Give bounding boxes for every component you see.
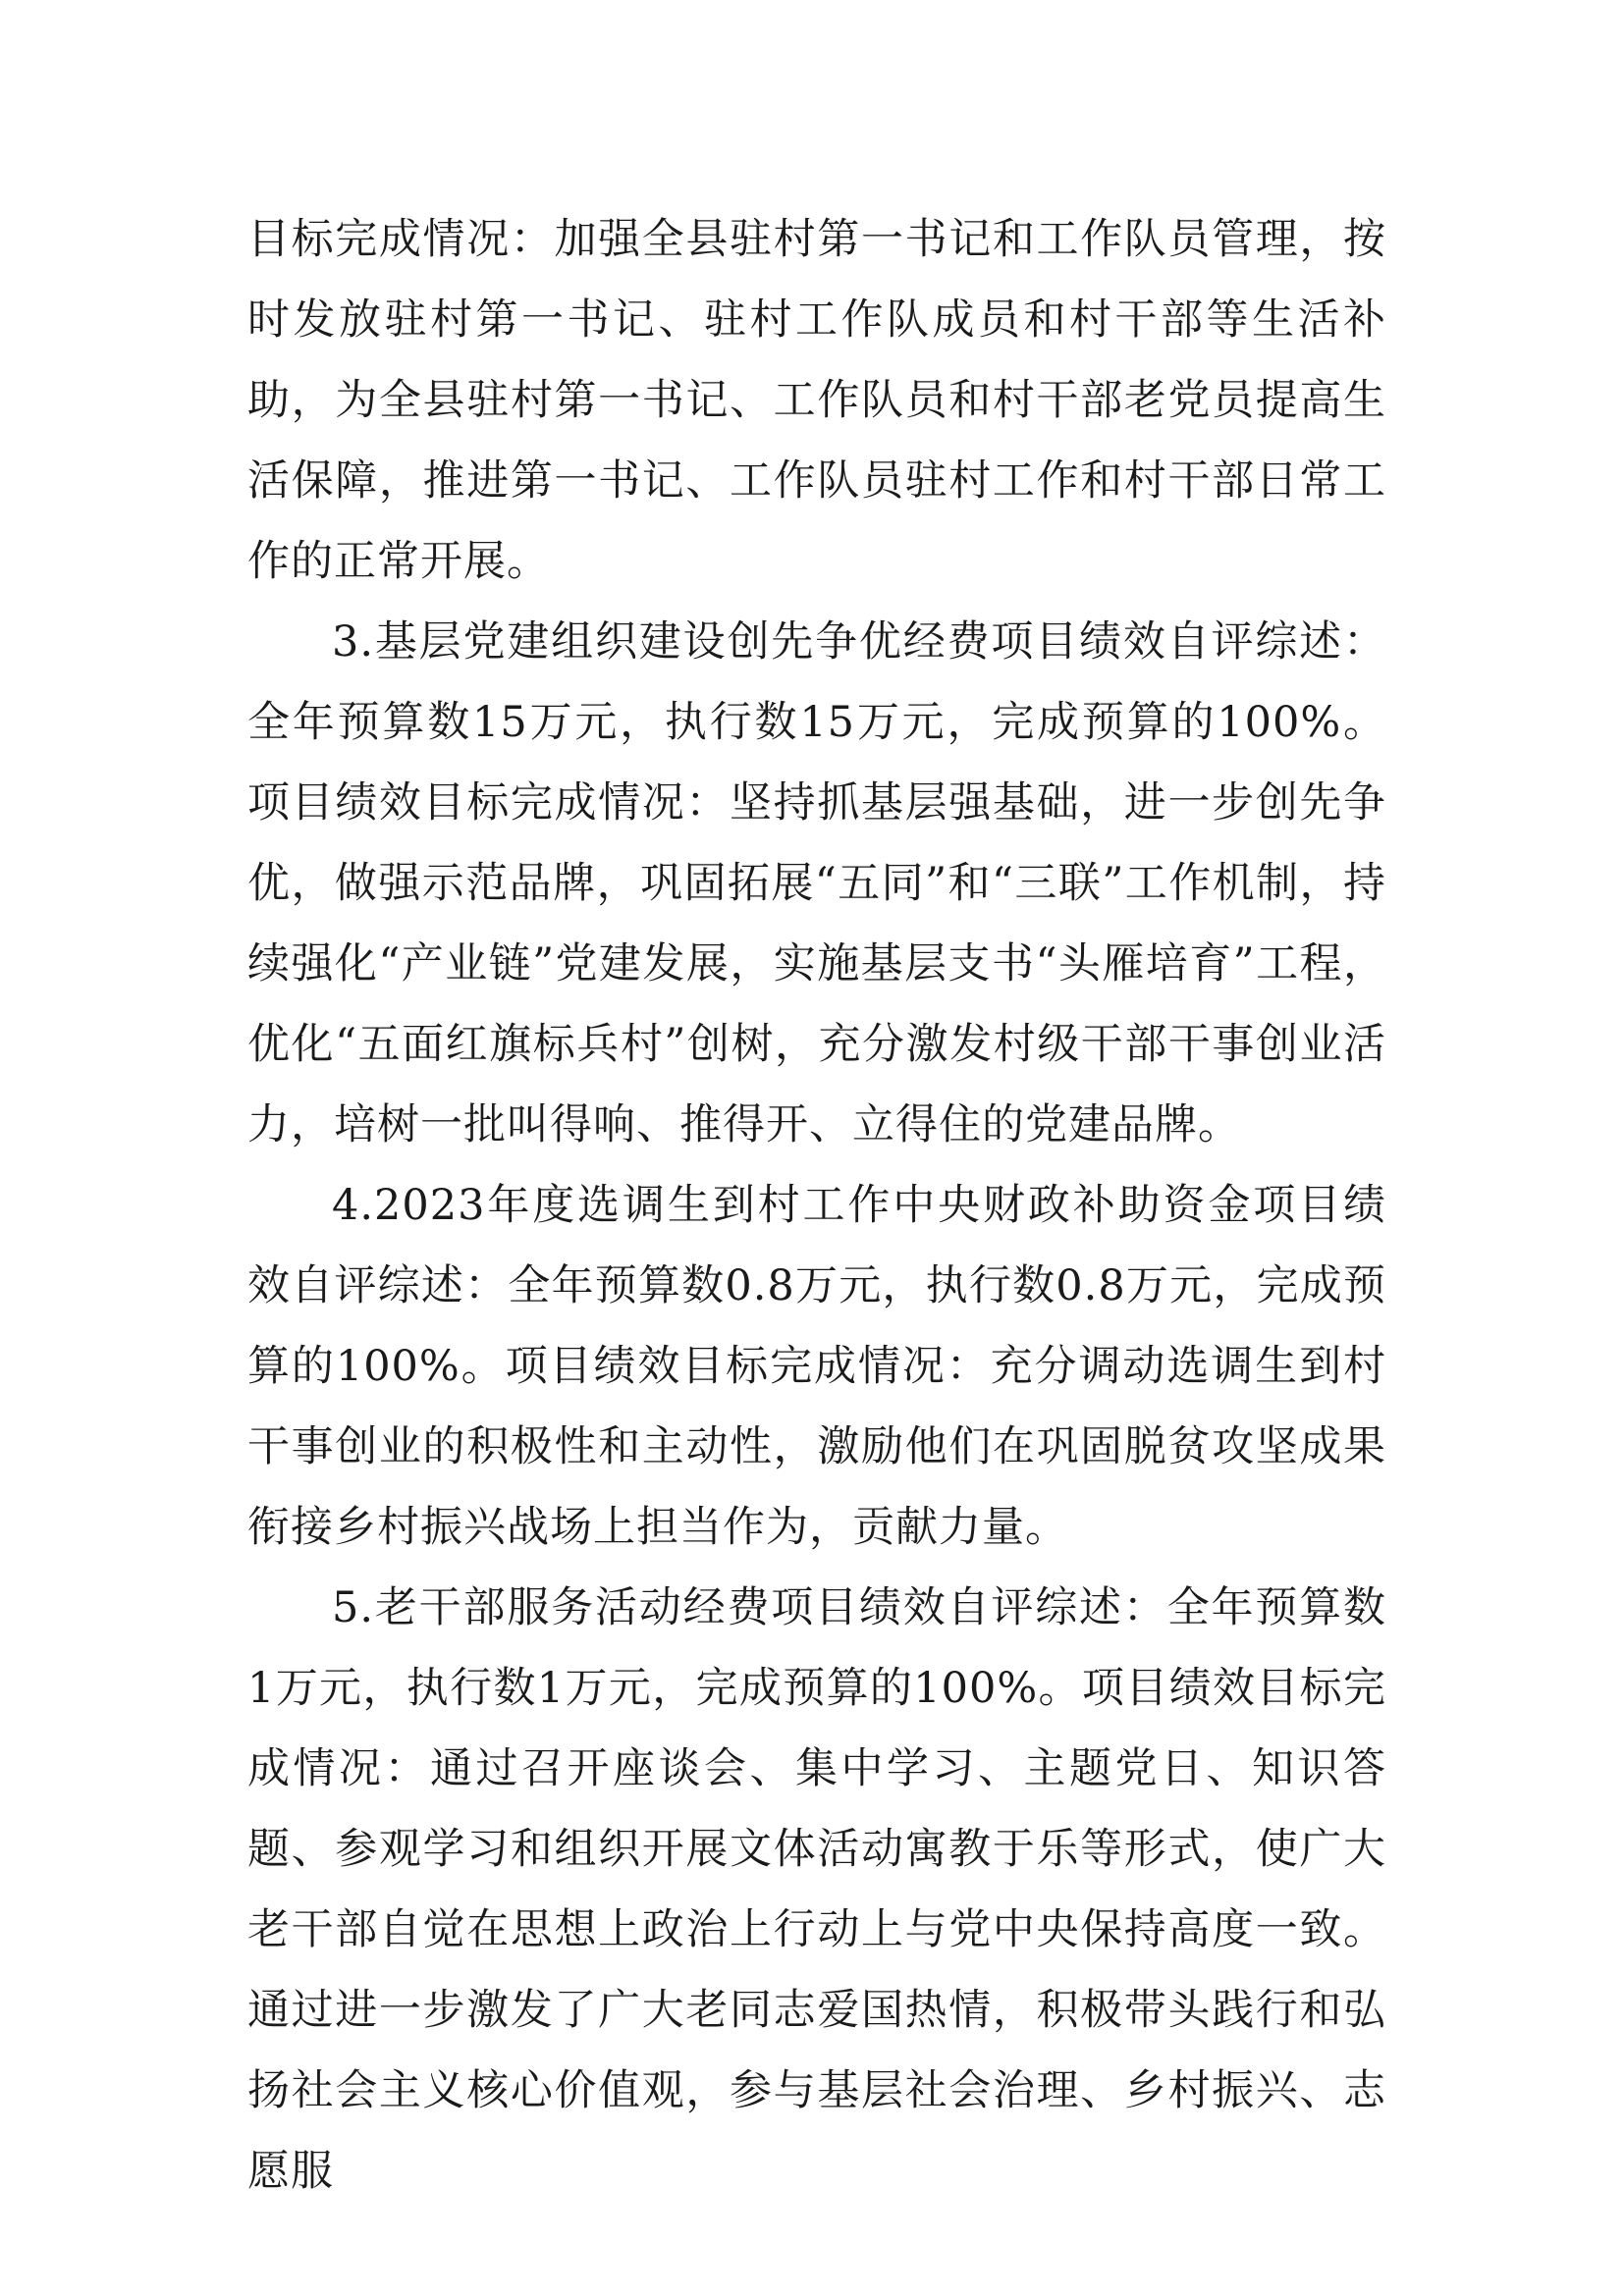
paragraph-item-3: 3.基层党建组织建设创先争优经费项目绩效自评综述：全年预算数15万元，执行数15万元，完成预算的100%。项目绩效目标完成情况：坚持抓基层强基础，进一步创先争优，做强示范品牌，巩固拓展“五同”和“三联”工作机制，持续强化“产业链”党建发展，实施基层支书“头雁培育”工程，优化“五面红旗标兵村”创树，充分激发村级干部干事创业活力，培树一批叫得响、推得开、立得住的党建品牌。 bbox=[247, 617, 1386, 1149]
paragraph-item-5: 5.老干部服务活动经费项目绩效自评综述：全年预算数1万元，执行数1万元，完成预算的100%。项目绩效目标完成情况：通过召开座谈会、集中学习、主题党日、知识答题、参观学习和组织开展文体活动寓教于乐等形式，使广大老干部自觉在思想上政治上行动上与党中央保持高度一致。通过进一步激发了广大老同志爱国热情，积极带头践行和弘扬社会主义核心价值观，参与基层社会治理、乡村振兴、志愿服 bbox=[247, 1583, 1386, 2196]
document-body bbox=[247, 199, 1386, 2212]
paragraph-target-completion: 目标完成情况：加强全县驻村第一书记和工作队员管理，按时发放驻村第一书记、驻村工作队成员和村干部等生活补助，为全县驻村第一书记、工作队员和村干部老党员提高生活保障，推进第一书记、工作队员驻村工作和村干部日常工作的正常开展。 bbox=[247, 215, 1386, 586]
paragraph-item-4: 4.2023年度选调生到村工作中央财政补助资金项目绩效自评综述：全年预算数0.8万元，执行数0.8万元，完成预算的100%。项目绩效目标完成情况：充分调动选调生到村干事创业的积极性和主动性，激励他们在巩固脱贫攻坚成果衔接乡村振兴战场上担当作为，贡献力量。 bbox=[247, 1181, 1386, 1552]
